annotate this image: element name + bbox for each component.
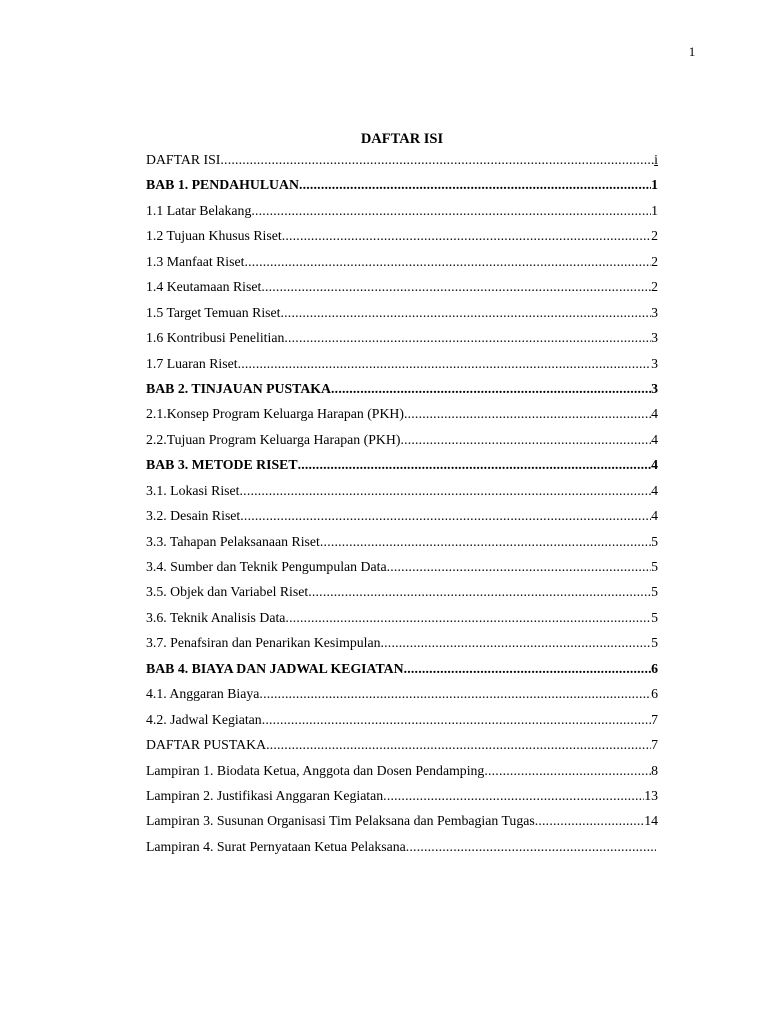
toc-entry-page: 7 — [651, 711, 658, 727]
toc-entry[interactable] — [146, 605, 658, 630]
toc-entry[interactable] — [146, 147, 658, 172]
toc-entry[interactable] — [146, 656, 658, 681]
toc-entry-label: 3.5. Objek dan Variabel Riset — [146, 584, 309, 600]
toc-entry[interactable] — [146, 351, 658, 376]
toc-entry[interactable] — [146, 808, 658, 833]
toc-entry-label: 1.2 Tujuan Khusus Riset — [146, 228, 282, 244]
toc-entry-page: 3 — [651, 304, 658, 320]
toc-entry-page: 2 — [651, 279, 658, 295]
toc-entry[interactable] — [146, 681, 658, 706]
toc-entry[interactable] — [146, 707, 658, 732]
toc-title: DAFTAR ISI — [360, 131, 444, 147]
toc-dot-leader — [383, 783, 644, 808]
toc-entry-label: 3.3. Tahapan Pelaksanaan Riset — [146, 533, 320, 549]
toc-dot-leader — [244, 249, 651, 274]
toc-entry-label: 4.2. Jadwal Kegiatan — [146, 711, 262, 727]
toc-entry-label: Lampiran 1. Biodata Ketua, Anggota dan Dosen Pendamping — [146, 762, 485, 778]
toc-entry[interactable] — [146, 401, 658, 426]
toc-entry-label: BAB 3. METODE RISET — [146, 457, 298, 473]
toc-entry-page: 5 — [651, 559, 658, 574]
toc-dot-leader — [298, 452, 652, 477]
toc-entry[interactable] — [146, 579, 658, 604]
toc-entry[interactable] — [146, 172, 658, 197]
toc-entry-label: 2.1.Konsep Program Keluarga Harapan (PKH) — [146, 406, 404, 422]
toc-entry[interactable] — [146, 732, 658, 757]
toc-entry-label: Lampiran 3. Susunan Organisasi Tim Pelaksana dan Pembagian Tugas — [146, 813, 535, 829]
toc-dot-leader — [406, 834, 656, 859]
toc-entry[interactable] — [146, 427, 658, 452]
toc-entry-page: 5 — [651, 609, 658, 625]
toc-entry-label: 3.1. Lokasi Riset — [146, 482, 240, 498]
toc-entry-page: 1 — [651, 177, 658, 193]
toc-entry[interactable] — [146, 452, 658, 477]
toc-entry-label: 4.1. Anggaran Biaya — [146, 686, 260, 702]
toc-dot-leader — [240, 478, 652, 503]
toc-entry-page: 5 — [651, 533, 658, 549]
toc-entry-label: Lampiran 4. Surat Pernyataan Ketua Pelaksana — [146, 838, 406, 854]
toc-dot-leader — [387, 554, 652, 579]
toc-entry[interactable] — [146, 758, 658, 783]
toc-dot-leader — [266, 732, 651, 757]
toc-dot-leader — [262, 707, 651, 732]
toc-dot-leader — [331, 376, 651, 401]
toc-entry-label: 1.7 Luaran Riset — [146, 355, 238, 371]
toc-entry-label: 3.2. Desain Riset — [146, 508, 241, 524]
toc-entry-page: 6 — [651, 660, 658, 676]
toc-entry-page: 1 — [651, 202, 658, 218]
toc-entry[interactable] — [146, 503, 658, 528]
toc-entry-label: 3.6. Teknik Analisis Data — [146, 609, 286, 625]
table-of-contents — [146, 147, 658, 859]
toc-entry-label: Lampiran 2. Justifikasi Anggaran Kegiatan — [146, 787, 384, 803]
toc-entry-label: 1.4 Keutamaan Riset — [146, 279, 262, 295]
toc-dot-leader — [299, 172, 651, 197]
toc-entry[interactable] — [146, 529, 658, 554]
toc-entry-page: 4 — [651, 508, 658, 524]
toc-entry[interactable] — [146, 376, 658, 401]
toc-entry[interactable] — [146, 198, 658, 223]
toc-entry-label: DAFTAR ISI — [146, 152, 221, 167]
toc-dot-leader — [320, 529, 651, 554]
toc-entry-page: 4 — [651, 457, 658, 473]
toc-entry-page: 13 — [644, 787, 658, 803]
toc-entry[interactable] — [146, 478, 658, 503]
toc-dot-leader — [220, 147, 654, 172]
toc-entry[interactable] — [146, 274, 658, 299]
toc-entry[interactable] — [146, 783, 658, 808]
toc-entry-page: 3 — [651, 355, 658, 371]
toc-dot-leader — [281, 300, 652, 325]
toc-entry-label: 3.7. Penafsiran dan Penarikan Kesimpulan — [146, 635, 381, 651]
toc-entry-page: 4 — [651, 431, 658, 447]
toc-dot-leader — [284, 325, 651, 350]
toc-entry-page: 3 — [651, 380, 658, 396]
toc-entry[interactable] — [146, 630, 658, 655]
toc-dot-leader — [282, 223, 651, 248]
toc-entry[interactable] — [146, 249, 658, 274]
toc-entry-page: 2 — [651, 228, 658, 244]
toc-dot-leader — [484, 758, 651, 783]
toc-entry-label: 1.3 Manfaat Riset — [146, 253, 245, 269]
toc-dot-leader — [240, 503, 651, 528]
toc-entry[interactable] — [146, 554, 658, 579]
toc-entry-page: 14 — [644, 813, 658, 829]
toc-dot-leader — [238, 351, 652, 376]
toc-dot-leader — [404, 401, 651, 426]
toc-dot-leader — [404, 656, 651, 681]
toc-dot-leader — [381, 630, 652, 655]
toc-entry-label: BAB 4. BIAYA DAN JADWAL KEGIATAN — [146, 660, 404, 676]
page-number: 1 — [688, 44, 696, 59]
toc-dot-leader — [400, 427, 651, 452]
toc-entry-page: 5 — [651, 584, 658, 600]
toc-entry[interactable] — [146, 300, 658, 325]
toc-dot-leader — [259, 681, 651, 706]
toc-entry[interactable] — [146, 325, 658, 350]
toc-entry-label: 2.2.Tujuan Program Keluarga Harapan (PKH) — [146, 431, 401, 447]
toc-dot-leader — [251, 198, 651, 223]
toc-entry-page[interactable]: i — [654, 152, 658, 167]
toc-entry-page: 7 — [651, 737, 658, 753]
toc-entry-label: BAB 2. TINJAUAN PUSTAKA — [146, 380, 332, 396]
toc-entry-page: 3 — [651, 330, 658, 346]
toc-dot-leader — [535, 808, 644, 833]
toc-entry[interactable] — [146, 223, 658, 248]
toc-entry-page: 5 — [651, 635, 658, 651]
toc-entry-label: DAFTAR PUSTAKA — [146, 737, 267, 753]
toc-entry-label: 1.6 Kontribusi Penelitian — [146, 330, 285, 346]
toc-entry-label: 3.4. Sumber dan Teknik Pengumpulan Data — [146, 559, 387, 574]
toc-entry-page: 4 — [651, 406, 658, 422]
toc-dot-leader — [308, 579, 651, 604]
toc-entry-label: BAB 1. PENDAHULUAN — [146, 177, 299, 193]
toc-dot-leader — [261, 274, 651, 299]
toc-entry-page: 4 — [651, 482, 658, 498]
toc-entry-label: 1.1 Latar Belakang — [146, 202, 252, 218]
toc-entry-page: 8 — [651, 762, 658, 778]
toc-entry-page: 2 — [651, 253, 658, 269]
toc-entry-page: 6 — [651, 686, 658, 702]
toc-entry-label: 1.5 Target Temuan Riset — [146, 304, 281, 320]
toc-dot-leader — [285, 605, 651, 630]
toc-entry[interactable] — [146, 834, 656, 859]
